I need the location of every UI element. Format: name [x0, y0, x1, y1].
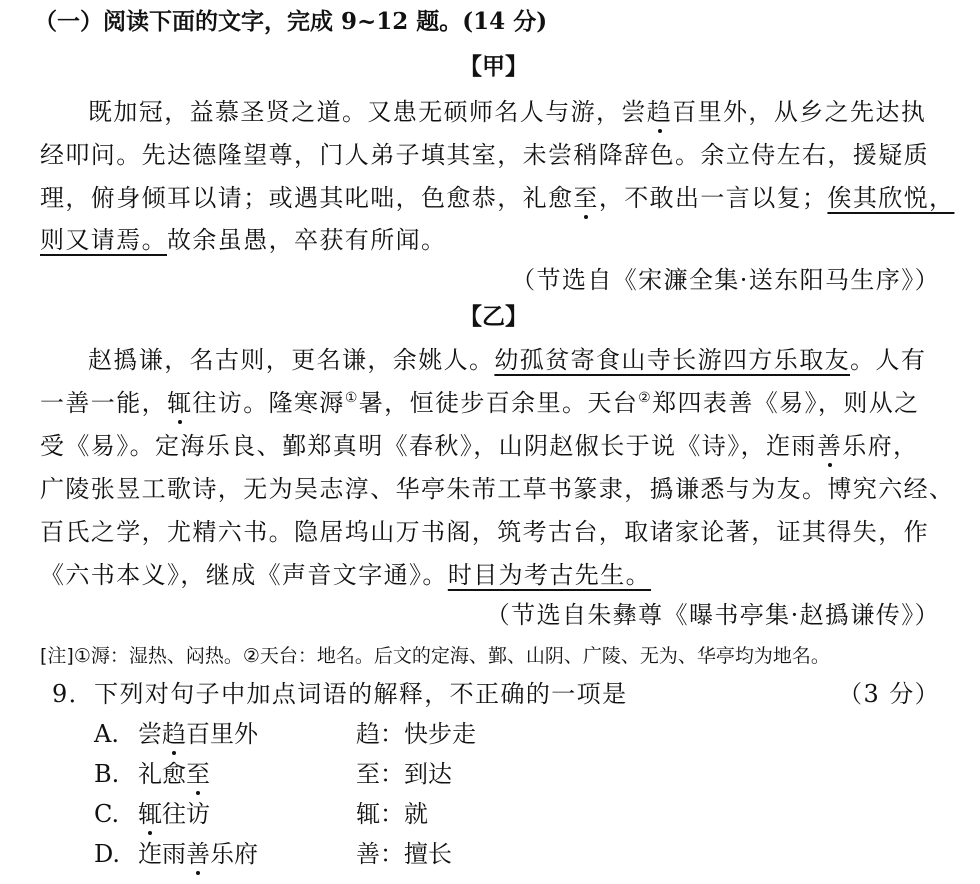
- text-run: 一善一能，: [40, 389, 167, 417]
- option-label: C.: [94, 800, 120, 828]
- jia-line-3: [40, 186, 954, 210]
- text-run: 百里外，从乡之先达执: [672, 98, 927, 126]
- dotted-word: 趋: [646, 98, 673, 126]
- footnote-marker: ①: [344, 390, 359, 406]
- underlined-sentence: 俟其欣悦，: [827, 184, 955, 212]
- option-label: A.: [94, 720, 119, 748]
- passage-yi-label: 【乙】: [459, 303, 528, 330]
- dotted-word: 至: [186, 760, 210, 788]
- option-b-explain: 至：到达: [356, 760, 452, 788]
- dotted-word: 辄: [167, 389, 193, 417]
- text-run: 《六书本义》，继成《声音文字通》。: [40, 561, 448, 589]
- option-d-explain: 善：擅长: [356, 840, 452, 868]
- text-run: 郑四表善《易》，则从之: [652, 389, 920, 417]
- text-run: 礼愈: [138, 760, 186, 788]
- question-score: （3 分）: [838, 680, 940, 708]
- text-run: 百里外: [186, 720, 258, 748]
- jia-line-4: [40, 228, 446, 252]
- yi-line-3: [40, 434, 918, 458]
- question-stem: 9．下列对句子中加点词语的解释，不正确的一项是: [52, 680, 628, 708]
- underlined-sentence: 时目为考古先生。: [447, 561, 652, 589]
- option-b[interactable]: [94, 762, 210, 786]
- text-run: 往访。隆寒溽: [192, 389, 345, 417]
- text-run: 尝: [138, 720, 162, 748]
- dotted-word: 趋: [162, 720, 186, 748]
- yi-source: （节选自朱彝尊《曝书亭集·赵撝谦传》）: [485, 601, 940, 629]
- text-run: 故余虽愚，卒获有所闻。: [167, 226, 447, 254]
- option-c-explain: 辄：就: [356, 800, 428, 828]
- option-a-explain: 趋：快步走: [356, 720, 476, 748]
- option-d[interactable]: [94, 842, 258, 866]
- text-run: 既加冠，益慕圣贤之道。又患无硕师名人与游，尝: [88, 98, 647, 126]
- footnote: [注]①溽：湿热、闷热。②天台：地名。后文的定海、鄞、山阴、广陵、无为、华亭均为地名。: [40, 645, 830, 667]
- text-run: 。人有: [850, 346, 927, 374]
- yi-line-6: [40, 563, 651, 587]
- footnote-marker: ②: [638, 390, 653, 406]
- section-title: （一）阅读下面的文字，完成 9~12 题。(14 分): [34, 8, 548, 35]
- underlined-sentence: 幼孤贫寄食山寺长游四方乐取友: [494, 346, 851, 374]
- dotted-word: 善: [186, 840, 210, 868]
- text-run: 赵撝谦，名古则，更名谦，余姚人。: [88, 346, 495, 374]
- jia-line-1: [88, 100, 926, 124]
- jia-line-2: 经叩问。先达德隆望尊，门人弟子填其室，未尝稍降辞色。余立侍左右，援疑质: [40, 141, 929, 169]
- text-run: 受《易》。定海乐良、鄞郑真明《春秋》，山阴赵俶长于说《诗》，迮雨: [40, 432, 817, 460]
- text-run: 迮雨: [138, 840, 186, 868]
- option-a[interactable]: [94, 722, 258, 746]
- yi-line-1: [88, 348, 926, 372]
- text-run: 往访: [162, 800, 210, 828]
- yi-line-2: [40, 391, 920, 415]
- dotted-word: 辄: [138, 800, 162, 828]
- jia-source: （节选自《宋濂全集·送东阳马生序》）: [511, 266, 940, 294]
- option-c[interactable]: [94, 802, 210, 826]
- text-run: ，不敢出一言以复；: [598, 184, 828, 212]
- text-run: 乐府: [210, 840, 258, 868]
- passage-jia-label: 【甲】: [459, 53, 528, 80]
- dotted-word: 善: [816, 432, 843, 460]
- text-run: 暑，恒徒步百余里。天台: [358, 389, 639, 417]
- option-label: B.: [94, 760, 120, 788]
- dotted-word: 至: [573, 184, 599, 212]
- underlined-sentence: 则又请焉。: [40, 226, 167, 254]
- text-run: 乐府，: [842, 432, 919, 460]
- text-run: 理，俯身倾耳以请；或遇其叱咄，色愈恭，礼愈: [40, 184, 574, 212]
- yi-line-5: 百氏之学，尤精六书。隐居坞山万书阁，筑考古台，取诸家论著，证其得失，作: [40, 518, 929, 546]
- option-label: D.: [94, 840, 121, 868]
- yi-line-4: 广陵张昱工歌诗，无为吴志淳、华亭朱芾工草书篆隶，撝谦悉与为友。博究六经、: [40, 475, 955, 503]
